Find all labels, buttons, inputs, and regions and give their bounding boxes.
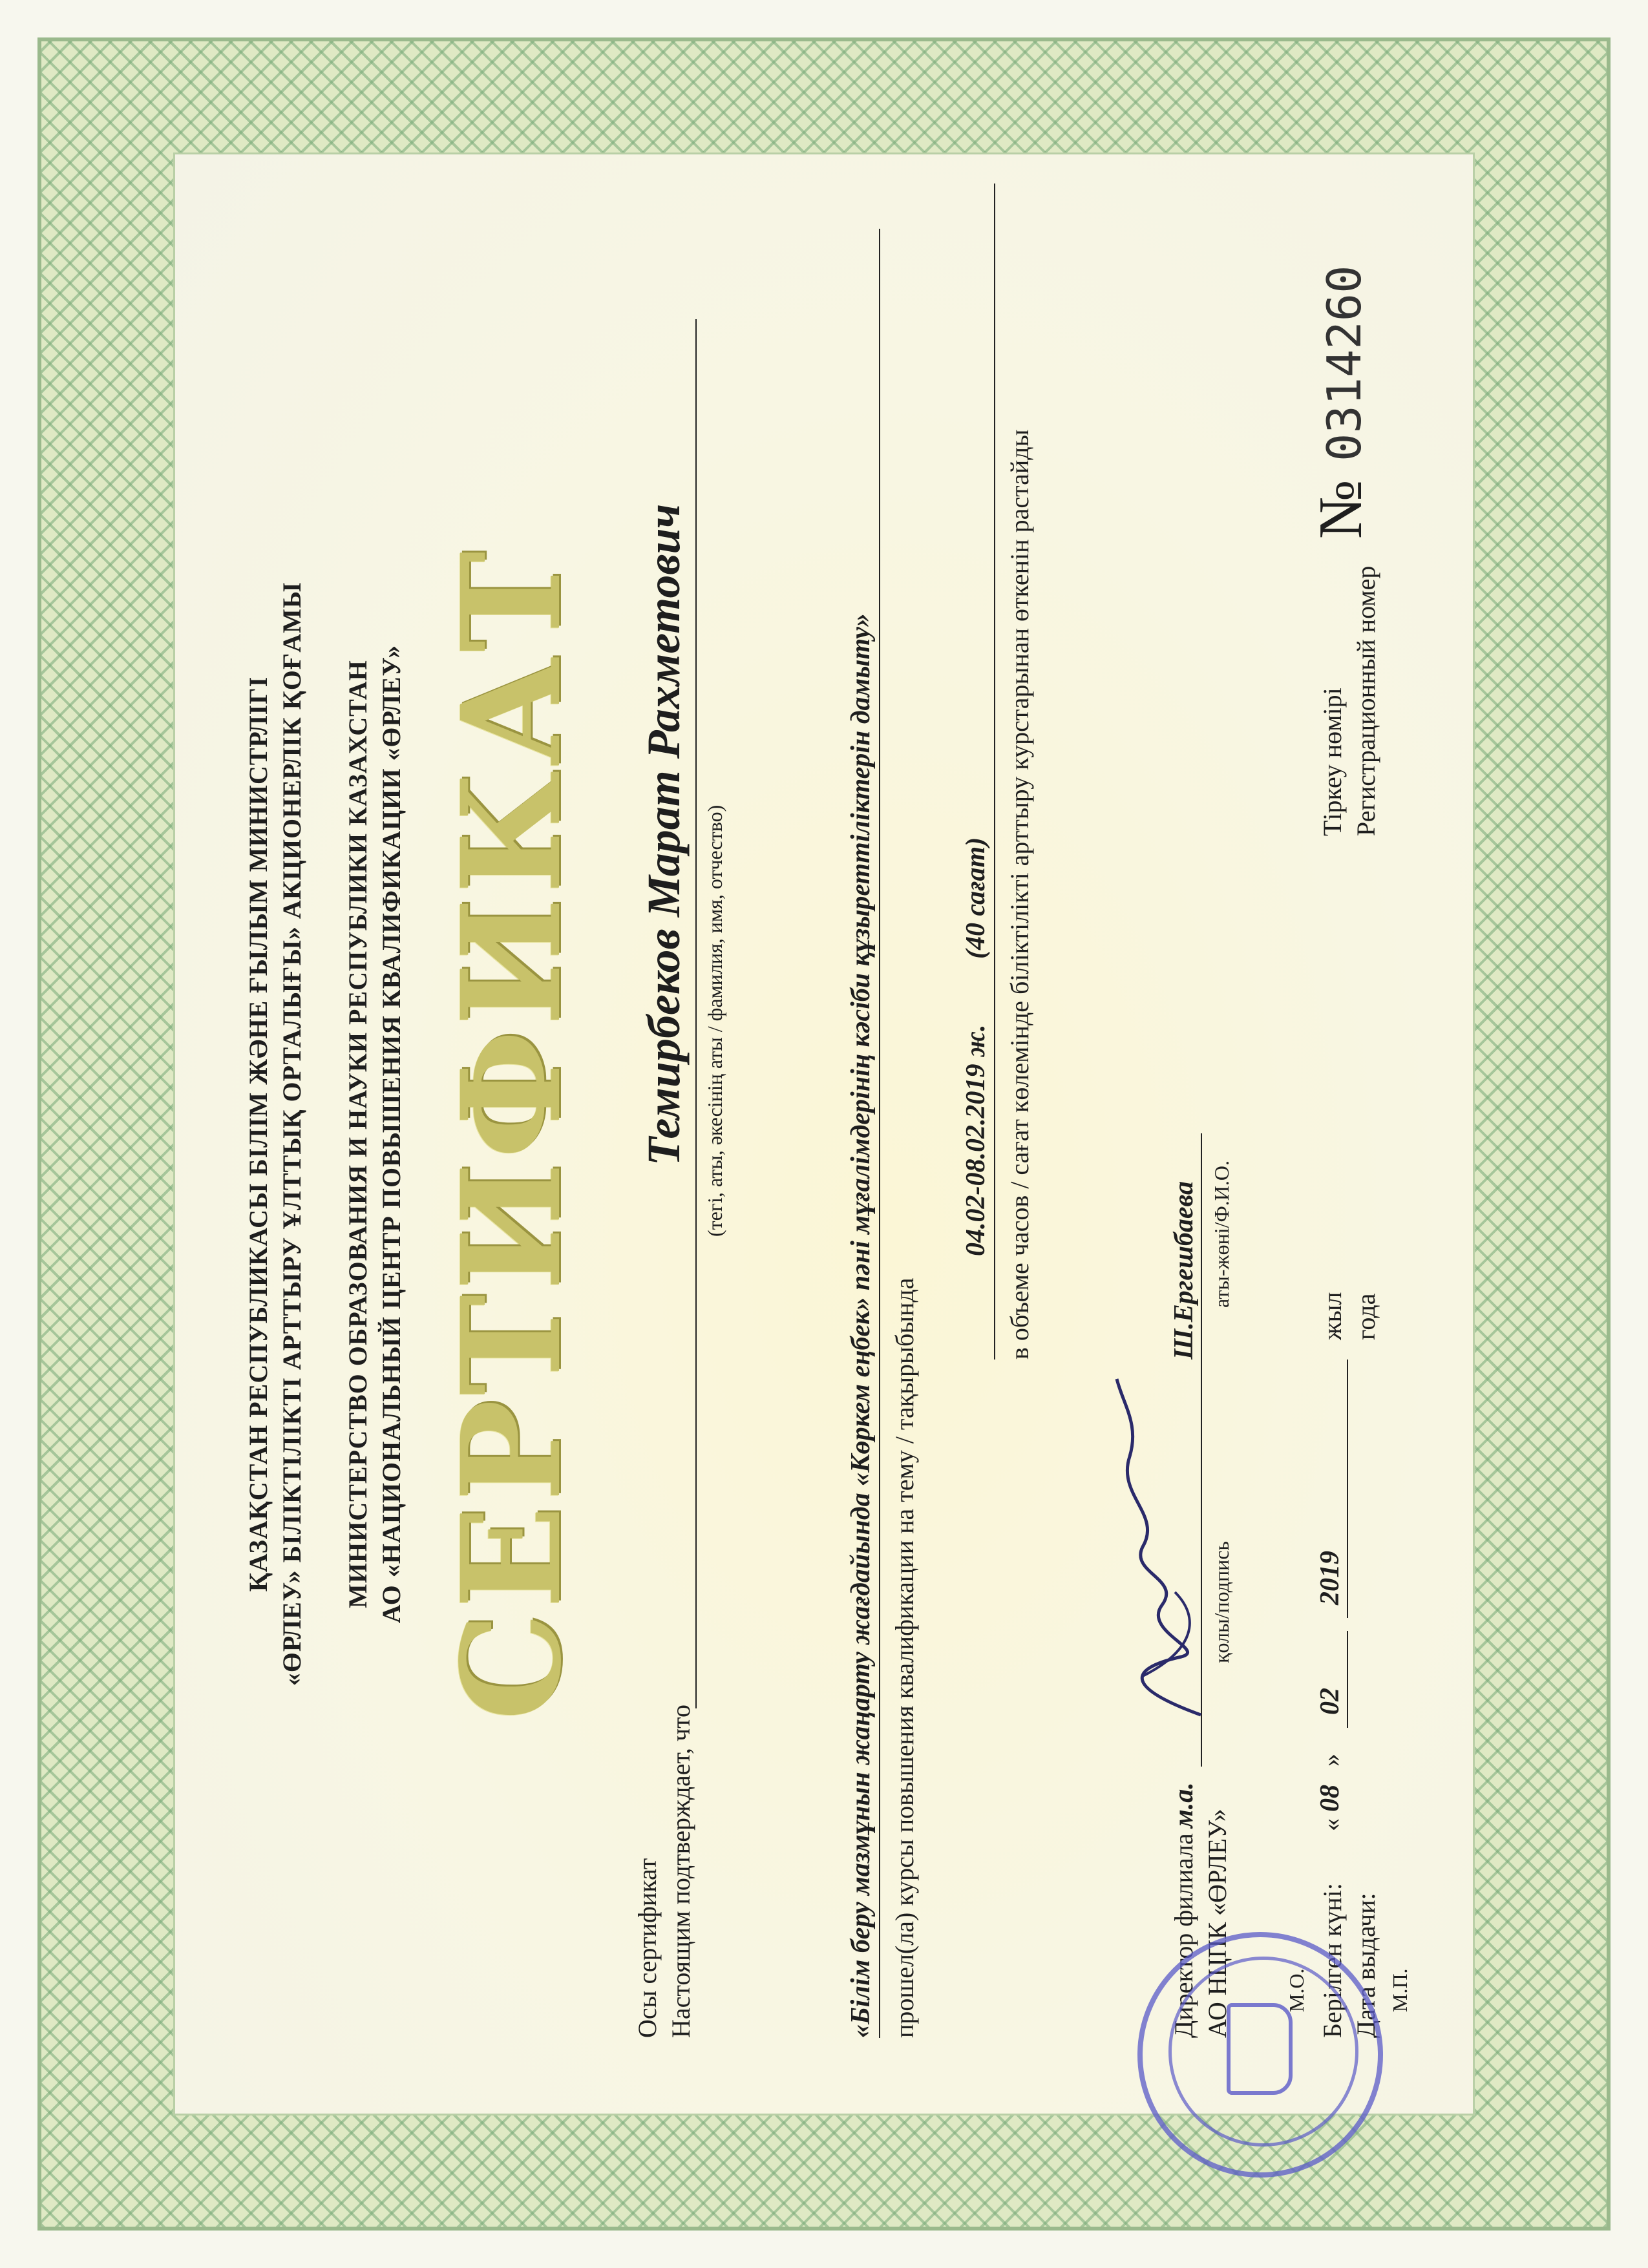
number-sign: № [1305, 479, 1375, 539]
acting-mark: м.а. [1169, 1782, 1199, 1828]
cert-label-ru: Настоящим подтверждает, что [666, 1704, 695, 2038]
official-seal [1137, 1932, 1383, 2178]
director-label-kz: Директор филиала [1169, 1833, 1198, 2038]
issue-month: 02 [1315, 1688, 1345, 1715]
issue-year: 2019 [1315, 1551, 1345, 1605]
month-underline [1347, 1631, 1348, 1728]
name-caption: (тегі, аты, әкесінің аты / фамилия, имя, отчество) [703, 804, 726, 1237]
director-name-underline [1201, 1133, 1202, 1379]
header-line-3: МИНИСТЕРСТВО ОБРАЗОВАНИЯ И НАУКИ РЕСПУБЛИКИ КАЗАХСТАН [343, 660, 372, 1608]
stamp-place-kz: М.О. [1285, 1968, 1308, 2012]
year-label-kz: жыл [1318, 1292, 1347, 1340]
course-dates: 04.02-08.02.2019 ж. [961, 1024, 991, 1256]
name-underline [695, 319, 697, 1708]
seal-book-emblem [1227, 2003, 1293, 2095]
year-label-ru: года [1351, 1293, 1380, 1340]
dates-underline [994, 184, 995, 1360]
reg-label-ru: Регистрационный номер [1351, 565, 1380, 836]
day-close-quote: » [1316, 1754, 1346, 1767]
header-line-2: «ӨРЛЕУ» БІЛІКТІЛІКТІ АРТТЫРУ ҰЛТТЫҚ ОРТАЛЫҒЫ» АКЦИОНЕРЛІК ҚОҒАМЫ [277, 582, 306, 1686]
registration-number: 0314260 [1317, 265, 1371, 461]
recipient-name: Темирбеков Марат Рахметович [638, 503, 690, 1166]
course-topic: «Білім беру мазмұнын жаңарту жағдайында «Көркем еңбек» пәні мұғалімдерінің кәсіби құзыреттіліктерін дамыту» [846, 613, 876, 2038]
reg-label-kz: Тіркеу нөмірі [1318, 688, 1347, 836]
year-underline [1347, 1360, 1348, 1618]
signature-caption: қолы/подпись [1210, 1540, 1233, 1663]
header-line-1: ҚАЗАҚСТАН РЕСПУБЛИКАСЫ БІЛІМ ЖӘНЕ ҒЫЛЫМ МИНИСТРЛІГІ [244, 676, 273, 1592]
director-signature [1104, 1366, 1220, 1728]
day-open-quote: « [1316, 1818, 1346, 1831]
certificate-title: СЕРТИФИКАТ [432, 547, 591, 1721]
cert-label-kz: Осы сертификат [633, 1858, 662, 2038]
director-name-caption: аты-жөні/Ф.И.О. [1210, 1160, 1233, 1308]
issued-label-kz: Берілген күні: [1318, 1883, 1347, 2038]
issued-label-ru: Дата выдачи: [1351, 1893, 1380, 2038]
header-line-4: АО «НАЦИОНАЛЬНЫЙ ЦЕНТР ПОВЫШЕНИЯ КВАЛИФИКАЦИИ «ӨРЛЕУ» [377, 644, 406, 1624]
topic-underline [879, 229, 880, 2038]
director-label-ru: АО НЦПК «ӨРЛЕУ» [1203, 1809, 1232, 2038]
director-name: Ш.Ергешбаева [1169, 1181, 1199, 1360]
volume-caption: в объеме часов / сағат көлемінде біліктілікті арттыру курстарынан өткенін растайды [1005, 429, 1034, 1360]
certificate-content [173, 152, 1475, 2116]
course-hours: (40 сағат) [961, 837, 991, 959]
stamp-place-ru: М.П. [1388, 1968, 1411, 2012]
issue-day: 08 [1315, 1785, 1345, 1812]
course-caption: прошел(ла) курсы повышения квалификации на тему / тақырыбында [890, 1277, 919, 2038]
